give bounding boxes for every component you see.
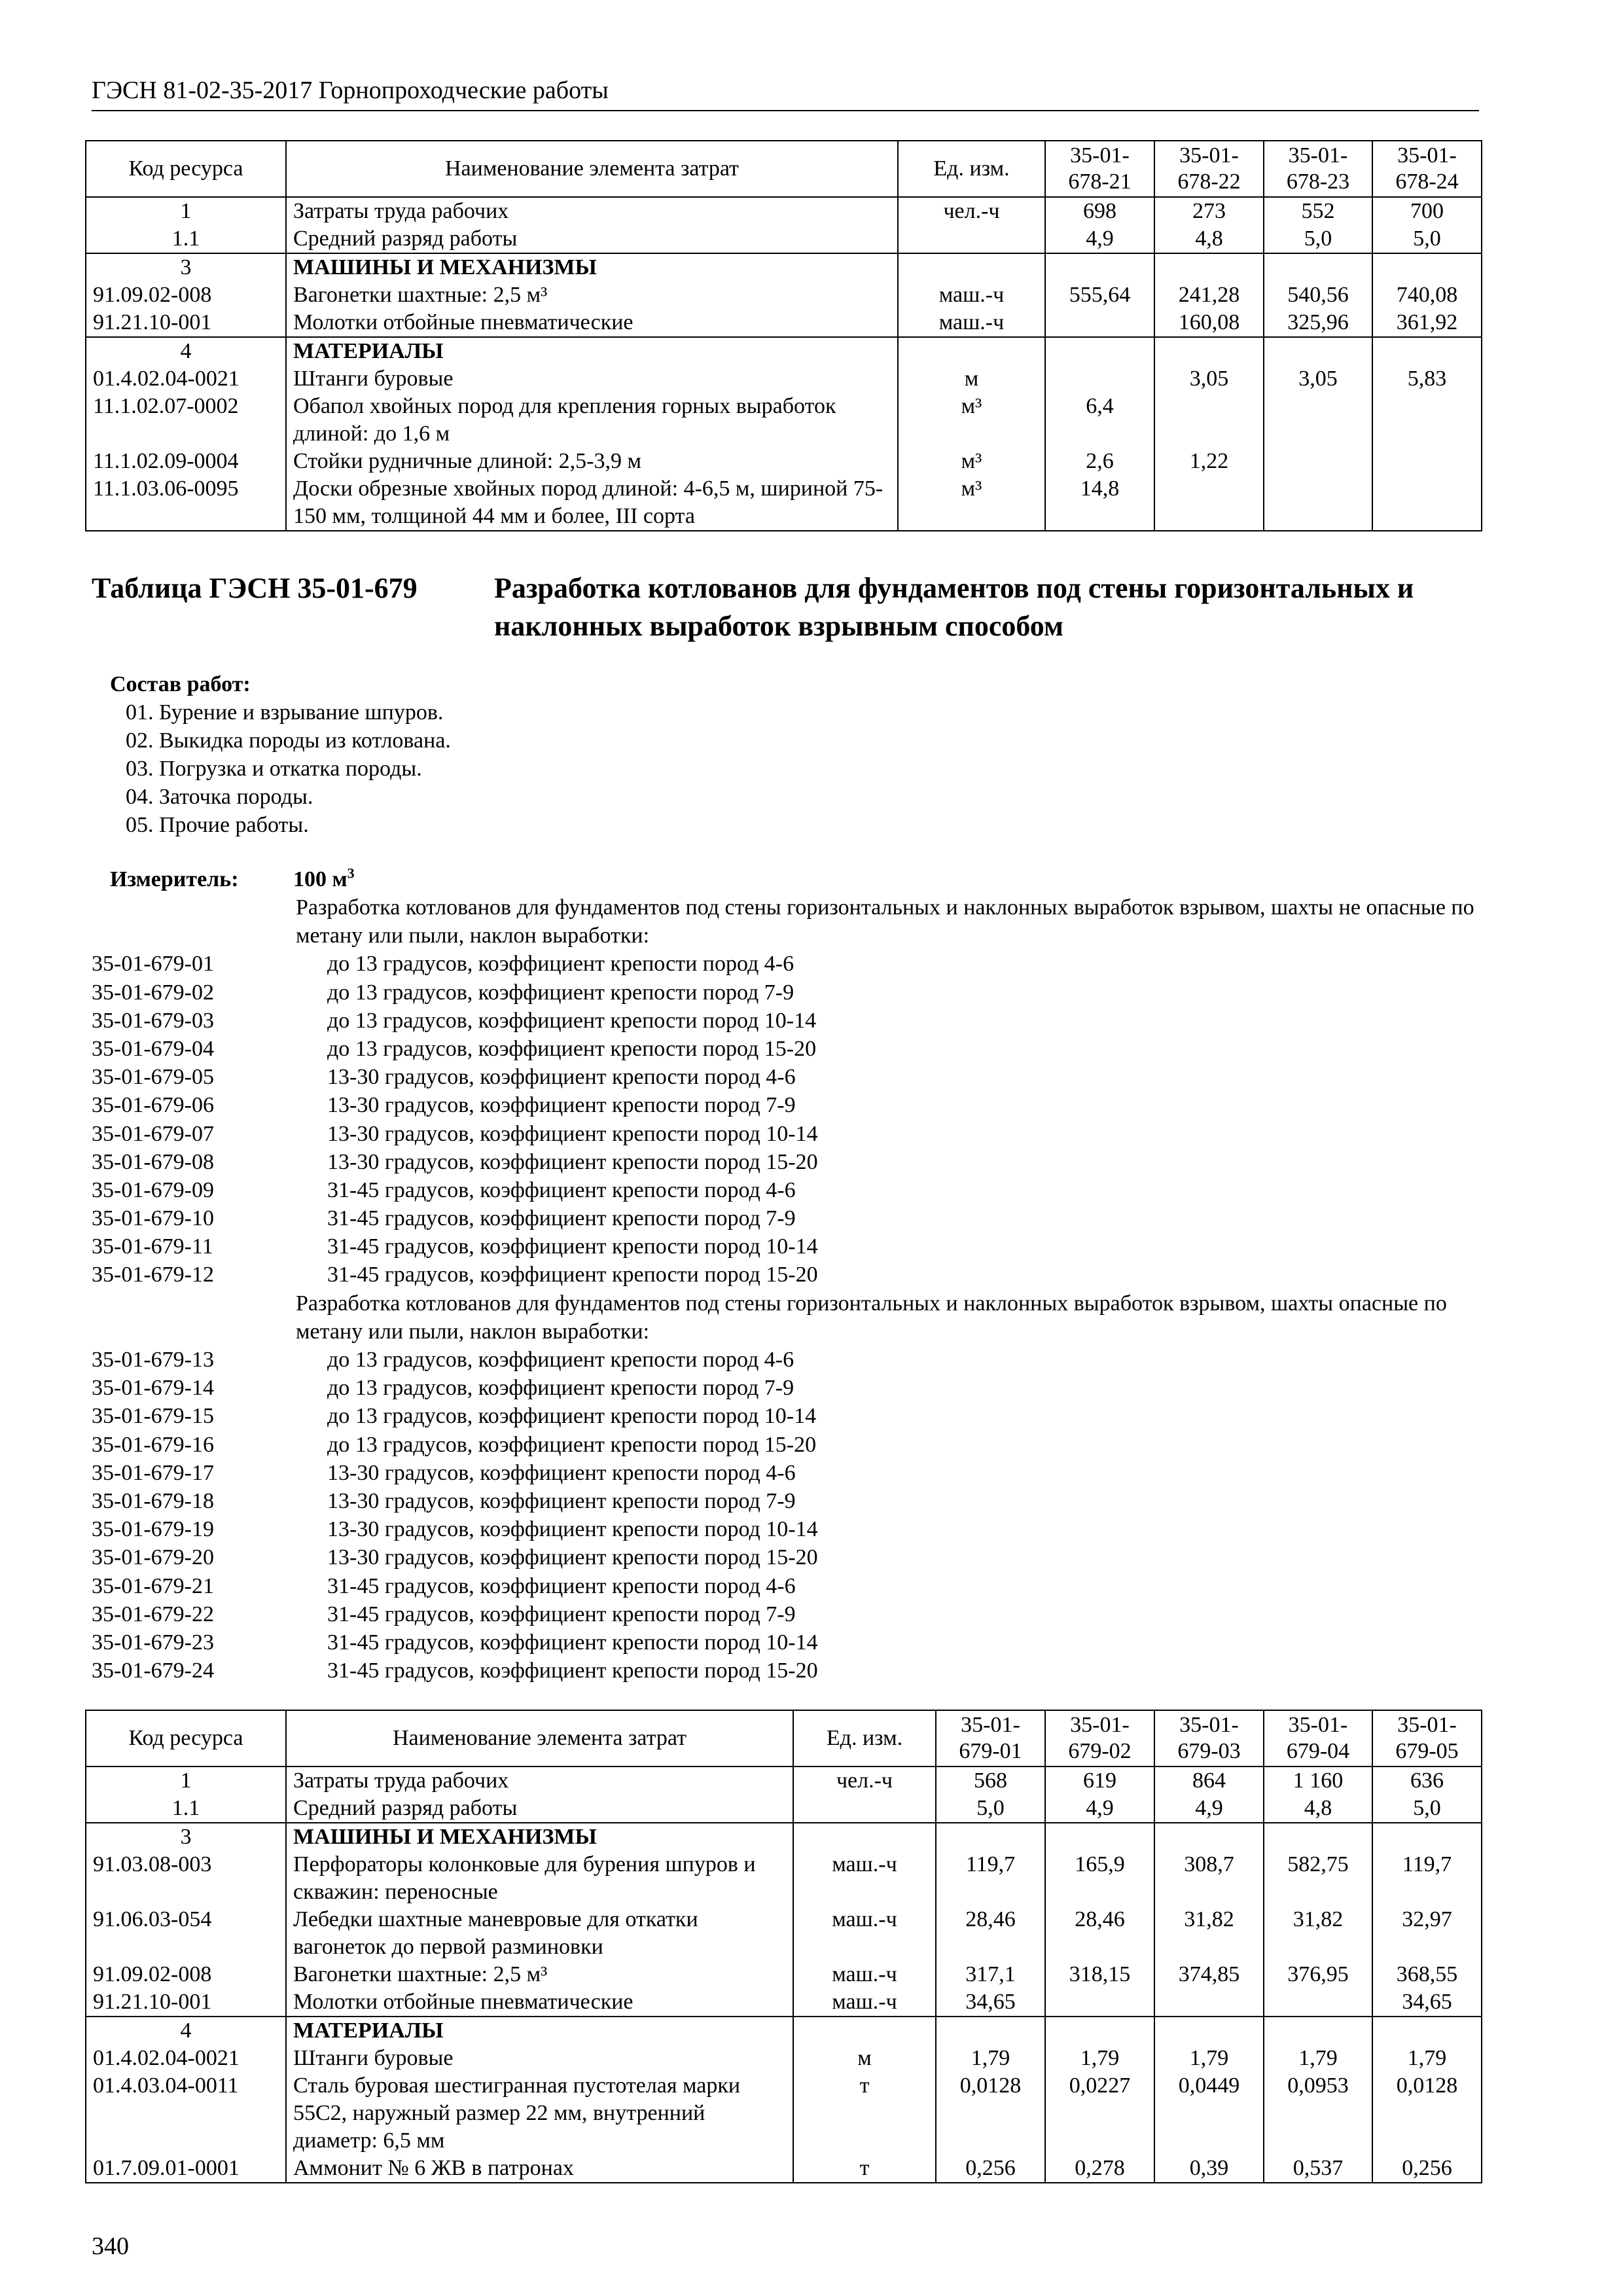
resource-name-cell: Доски обрезные хвойных пород длиной: 4-6,5 м, шириной 75-150 мм, толщиной 44 мм и более, III сорта [286, 475, 898, 531]
resource-code-cell: 91.06.03-054 [86, 1906, 286, 1961]
variant-code: 35-01-679-10 [92, 1206, 214, 1231]
value-cell [1154, 2017, 1264, 2045]
resource-code-cell: 4 [86, 2017, 286, 2045]
table-row [86, 2045, 1482, 2072]
page-number: 340 [92, 2233, 129, 2260]
value-cell [1264, 393, 1372, 448]
col-header-variant: 35-01- 679-02 [1045, 1710, 1154, 1767]
col-header-variant: 35-01- 679-01 [936, 1710, 1045, 1767]
meter-value-sup: 3 [347, 865, 355, 882]
value-cell [1045, 1988, 1154, 2017]
resource-name-cell: МАТЕРИАЛЫ [286, 337, 898, 365]
composition-item: 03. Погрузка и откатка породы. [126, 757, 422, 781]
value-cell: 568 [936, 1767, 1045, 1795]
unit-cell [898, 253, 1045, 281]
value-cell [1045, 309, 1154, 337]
resource-code-cell: 01.7.09.01-0001 [86, 2155, 286, 2183]
value-cell: 4,8 [1154, 225, 1264, 253]
value-cell: 864 [1154, 1767, 1264, 1795]
variant-code: 35-01-679-08 [92, 1149, 214, 1174]
table-row [86, 1823, 1482, 1851]
variant-code: 35-01-679-01 [92, 952, 214, 977]
value-cell [1154, 393, 1264, 448]
value-cell: 325,96 [1264, 309, 1372, 337]
value-cell: 1,79 [936, 2045, 1045, 2072]
value-cell [1045, 2017, 1154, 2045]
resource-code-cell: 1 [86, 197, 286, 225]
table-row [86, 309, 1482, 337]
value-cell [1154, 253, 1264, 281]
col-header-code: Код ресурса [86, 1710, 286, 1767]
unit-cell: м [793, 2045, 936, 2072]
resource-name-cell: Вагонетки шахтные: 2,5 м³ [286, 1961, 793, 1988]
composition-item: 02. Выкидка породы из котлована. [126, 728, 451, 753]
unit-cell: маш.-ч [793, 1851, 936, 1906]
resource-name-cell: Сталь буровая шестигранная пустотелая марки 55С2, наружный размер 22 мм, внутренний диаметр: 6,5 мм [286, 2072, 793, 2155]
unit-cell: т [793, 2072, 936, 2155]
col-header-variant: 35-01- 679-04 [1264, 1710, 1372, 1767]
value-cell: 376,95 [1264, 1961, 1372, 1988]
variant-row [92, 978, 1492, 1007]
resource-name-cell: Лебедки шахтные маневровые для откатки вагонеток до первой разминовки [286, 1906, 793, 1961]
resource-code-cell: 91.21.10-001 [86, 309, 286, 337]
table-row [86, 1988, 1482, 2017]
value-cell: 700 [1372, 197, 1482, 225]
table-row [86, 1851, 1482, 1906]
variant-description: 31-45 градусов, коэффициент крепости пород 4-6 [327, 1177, 796, 1202]
table-row [86, 365, 1482, 393]
unit-cell: маш.-ч [898, 309, 1045, 337]
value-cell [1264, 1823, 1372, 1851]
resource-name-cell: Вагонетки шахтные: 2,5 м³ [286, 281, 898, 309]
resource-name-cell: Затраты труда рабочих [286, 1767, 793, 1795]
value-cell: 1 160 [1264, 1767, 1372, 1795]
resource-name-cell: Молотки отбойные пневматические [286, 1988, 793, 2017]
col-header-variant: 35-01- 678-23 [1264, 141, 1372, 197]
unit-cell: чел.-ч [793, 1767, 936, 1795]
table-title: Разработка котлованов для фундаментов под стены горизонтальных и наклонных выработок взрывным способом [494, 572, 1414, 642]
resource-name-cell: Перфораторы колонковые для бурения шпуров и скважин: переносные [286, 1851, 793, 1906]
variant-description: 31-45 градусов, коэффициент крепости пород 4-6 [327, 1573, 796, 1598]
value-cell: 368,55 [1372, 1961, 1482, 1988]
variant-code: 35-01-679-15 [92, 1404, 214, 1429]
unit-cell [793, 2017, 936, 2045]
variant-description: 31-45 градусов, коэффициент крепости пород 7-9 [327, 1602, 796, 1626]
resource-name-cell: Обапол хвойных пород для крепления горных выработок длиной: до 1,6 м [286, 393, 898, 448]
variant-description: 13-30 градусов, коэффициент крепости пород 4-6 [327, 1065, 796, 1090]
value-cell: 165,9 [1045, 1851, 1154, 1906]
variant-code: 35-01-679-19 [92, 1517, 214, 1542]
composition-header: Состав работ: [110, 672, 251, 696]
unit-cell: маш.-ч [793, 1906, 936, 1961]
value-cell [1372, 253, 1482, 281]
value-cell: 5,83 [1372, 365, 1482, 393]
value-cell [1372, 2017, 1482, 2045]
value-cell: 0,256 [936, 2155, 1045, 2183]
variant-description: 31-45 градусов, коэффициент крепости пород 10-14 [327, 1234, 818, 1259]
value-cell: 317,1 [936, 1961, 1045, 1988]
value-cell: 34,65 [936, 1988, 1045, 2017]
variant-description: до 13 градусов, коэффициент крепости пород 4-6 [327, 952, 794, 977]
value-cell [1372, 1823, 1482, 1851]
value-cell: 31,82 [1154, 1906, 1264, 1961]
value-cell: 28,46 [936, 1906, 1045, 1961]
value-cell: 1,79 [1154, 2045, 1264, 2072]
variant-row [92, 1374, 1492, 1402]
value-cell: 0,0227 [1045, 2072, 1154, 2155]
resource-name-cell: МАШИНЫ И МЕХАНИЗМЫ [286, 1823, 793, 1851]
value-cell: 273 [1154, 197, 1264, 225]
variant-code: 35-01-679-05 [92, 1065, 214, 1090]
meter-label: Измеритель: [110, 867, 239, 891]
value-cell [1045, 337, 1154, 365]
value-cell: 3,05 [1264, 365, 1372, 393]
table-row [86, 1795, 1482, 1823]
value-cell: 0,0953 [1264, 2072, 1372, 2155]
value-cell: 160,08 [1154, 309, 1264, 337]
variant-row [92, 1431, 1492, 1459]
col-header-variant: 35-01- 678-22 [1154, 141, 1264, 197]
variant-row [92, 1402, 1492, 1430]
meter-value [293, 865, 355, 893]
work-composition [110, 670, 451, 839]
value-cell: 4,9 [1154, 1795, 1264, 1823]
value-cell: 0,39 [1154, 2155, 1264, 2183]
resource-code-cell: 91.09.02-008 [86, 1961, 286, 1988]
variant-row [92, 1007, 1492, 1035]
resource-code-cell: 1 [86, 1767, 286, 1795]
value-cell: 5,0 [1264, 225, 1372, 253]
value-cell: 14,8 [1045, 475, 1154, 531]
value-cell: 119,7 [1372, 1851, 1482, 1906]
variants-intro: Разработка котлованов для фундаментов под стены горизонтальных и наклонных выработок взрывом, шахты опасные по метану или пыли, наклон выработки: [296, 1291, 1447, 1344]
variant-description: 13-30 градусов, коэффициент крепости пород 10-14 [327, 1121, 818, 1146]
value-cell: 318,15 [1045, 1961, 1154, 1988]
value-cell: 636 [1372, 1767, 1482, 1795]
resource-code-cell: 11.1.03.06-0095 [86, 475, 286, 531]
value-cell [1045, 1823, 1154, 1851]
col-header-unit: Ед. изм. [793, 1710, 936, 1767]
resource-name-cell: Молотки отбойные пневматические [286, 309, 898, 337]
value-cell: 0,278 [1045, 2155, 1154, 2183]
table-row [86, 2155, 1482, 2183]
table-header-row [86, 1710, 1482, 1767]
variant-code: 35-01-679-09 [92, 1177, 214, 1202]
variant-row [92, 1035, 1492, 1063]
value-cell: 4,8 [1264, 1795, 1372, 1823]
col-header-variant: 35-01- 678-21 [1045, 141, 1154, 197]
variant-row [92, 950, 1492, 978]
value-cell: 0,0128 [936, 2072, 1045, 2155]
value-cell: 5,0 [1372, 1795, 1482, 1823]
col-header-variant: 35-01- 679-03 [1154, 1710, 1264, 1767]
table-row [86, 1906, 1482, 1961]
value-cell [1264, 1988, 1372, 2017]
variant-row [92, 1346, 1492, 1374]
table-row [86, 225, 1482, 253]
value-cell: 4,9 [1045, 225, 1154, 253]
variant-code: 35-01-679-06 [92, 1093, 214, 1118]
variant-code: 35-01-679-14 [92, 1376, 214, 1401]
col-header-code: Код ресурса [86, 141, 286, 197]
value-cell [1264, 337, 1372, 365]
col-header-variant: 35-01- 679-05 [1372, 1710, 1482, 1767]
value-cell: 1,79 [1372, 2045, 1482, 2072]
variant-description: 13-30 градусов, коэффициент крепости пород 4-6 [327, 1460, 796, 1485]
value-cell: 28,46 [1045, 1906, 1154, 1961]
value-cell [1264, 2017, 1372, 2045]
variant-description: 13-30 градусов, коэффициент крепости пород 7-9 [327, 1093, 796, 1118]
resource-name-cell: Средний разряд работы [286, 225, 898, 253]
col-header-name: Наименование элемента затрат [286, 1710, 793, 1767]
variant-row [92, 1063, 1492, 1091]
table-header-row [86, 141, 1482, 197]
running-header: ГЭСН 81-02-35-2017 Горнопроходческие работы [92, 73, 1479, 111]
value-cell: 6,4 [1045, 393, 1154, 448]
value-cell [1372, 475, 1482, 531]
variant-code: 35-01-679-21 [92, 1573, 214, 1598]
value-cell [1372, 448, 1482, 475]
variant-code: 35-01-679-04 [92, 1036, 214, 1061]
unit-cell [898, 337, 1045, 365]
value-cell [1264, 475, 1372, 531]
resource-code-cell: 91.21.10-001 [86, 1988, 286, 2017]
resource-name-cell: Затраты труда рабочих [286, 197, 898, 225]
value-cell [936, 2017, 1045, 2045]
value-cell [1154, 1823, 1264, 1851]
resource-code-cell: 11.1.02.07-0002 [86, 393, 286, 448]
value-cell [936, 1823, 1045, 1851]
unit-cell: м³ [898, 448, 1045, 475]
value-cell: 619 [1045, 1767, 1154, 1795]
value-cell: 0,537 [1264, 2155, 1372, 2183]
variants-group [92, 1346, 1492, 1685]
resource-name-cell: МАШИНЫ И МЕХАНИЗМЫ [286, 253, 898, 281]
resource-name-cell: Штанги буровые [286, 2045, 793, 2072]
value-cell: 5,0 [1372, 225, 1482, 253]
resource-code-cell: 01.4.03.04-0011 [86, 2072, 286, 2155]
variants-list [92, 893, 1492, 1685]
value-cell: 34,65 [1372, 1988, 1482, 2017]
value-cell: 374,85 [1154, 1961, 1264, 1988]
variant-code: 35-01-679-13 [92, 1348, 214, 1372]
variant-row [92, 1120, 1492, 1148]
variant-row [92, 1657, 1492, 1685]
table-row [86, 2072, 1482, 2155]
value-cell: 698 [1045, 197, 1154, 225]
value-cell: 119,7 [936, 1851, 1045, 1906]
table-number: Таблица ГЭСН 35-01-679 [92, 572, 418, 604]
resource-code-cell: 91.09.02-008 [86, 281, 286, 309]
unit-cell [898, 225, 1045, 253]
meter-value-text: 100 м [293, 867, 348, 891]
variant-row [92, 1600, 1492, 1628]
composition-item: 01. Бурение и взрывание шпуров. [126, 700, 444, 725]
composition-item: 04. Заточка породы. [126, 785, 313, 809]
unit-cell: маш.-ч [793, 1961, 936, 1988]
value-cell: 5,0 [936, 1795, 1045, 1823]
variant-code: 35-01-679-22 [92, 1602, 214, 1626]
table-row [86, 393, 1482, 448]
variant-row [92, 1232, 1492, 1261]
variants-group [92, 950, 1492, 1289]
value-cell: 0,0128 [1372, 2072, 1482, 2155]
variant-row [92, 1543, 1492, 1571]
resource-code-cell: 11.1.02.09-0004 [86, 448, 286, 475]
composition-item: 05. Прочие работы. [126, 813, 309, 837]
value-cell [1154, 475, 1264, 531]
unit-cell: м³ [898, 393, 1045, 448]
value-cell: 582,75 [1264, 1851, 1372, 1906]
unit-cell: чел.-ч [898, 197, 1045, 225]
variant-row [92, 1261, 1492, 1289]
value-cell [1264, 448, 1372, 475]
unit-cell: м³ [898, 475, 1045, 531]
variant-row [92, 1515, 1492, 1543]
value-cell [1045, 365, 1154, 393]
value-cell: 0,256 [1372, 2155, 1482, 2183]
value-cell: 1,79 [1264, 2045, 1372, 2072]
table-row [86, 1767, 1482, 1795]
variant-code: 35-01-679-12 [92, 1263, 214, 1287]
variant-description: 31-45 градусов, коэффициент крепости пород 15-20 [327, 1659, 818, 1683]
variant-description: до 13 градусов, коэффициент крепости пород 15-20 [327, 1432, 817, 1457]
resource-code-cell: 3 [86, 253, 286, 281]
table-row [86, 281, 1482, 309]
value-cell [1045, 253, 1154, 281]
value-cell [1372, 337, 1482, 365]
resource-code-cell: 3 [86, 1823, 286, 1851]
variant-code: 35-01-679-02 [92, 980, 214, 1005]
resource-name-cell: Аммонит № 6 ЖВ в патронах [286, 2155, 793, 2183]
variant-description: 31-45 градусов, коэффициент крепости пород 10-14 [327, 1630, 818, 1655]
variant-description: до 13 градусов, коэффициент крепости пород 15-20 [327, 1036, 817, 1061]
resource-code-cell: 91.03.08-003 [86, 1851, 286, 1906]
unit-cell: маш.-ч [793, 1988, 936, 2017]
table-row [86, 475, 1482, 531]
value-cell: 361,92 [1372, 309, 1482, 337]
value-cell [1154, 1988, 1264, 2017]
resource-name-cell: Стойки рудничные длиной: 2,5-3,9 м [286, 448, 898, 475]
unit-cell: м [898, 365, 1045, 393]
variant-row [92, 1459, 1492, 1487]
variant-code: 35-01-679-24 [92, 1659, 214, 1683]
table-row [86, 448, 1482, 475]
resource-code-cell: 01.4.02.04-0021 [86, 2045, 286, 2072]
resource-name-cell: МАТЕРИАЛЫ [286, 2017, 793, 2045]
resource-table-678 [85, 140, 1482, 531]
table-row [86, 197, 1482, 225]
variant-code: 35-01-679-11 [92, 1234, 213, 1259]
unit-cell: маш.-ч [898, 281, 1045, 309]
value-cell: 740,08 [1372, 281, 1482, 309]
unit-cell: т [793, 2155, 936, 2183]
table-row [86, 337, 1482, 365]
resource-code-cell: 1.1 [86, 1795, 286, 1823]
value-cell: 308,7 [1154, 1851, 1264, 1906]
variant-code: 35-01-679-20 [92, 1545, 214, 1570]
variant-row [92, 1204, 1492, 1232]
value-cell: 540,56 [1264, 281, 1372, 309]
resource-code-cell: 01.4.02.04-0021 [86, 365, 286, 393]
resource-name-cell: Штанги буровые [286, 365, 898, 393]
variant-row [92, 1572, 1492, 1600]
variant-description: 13-30 градусов, коэффициент крепости пород 15-20 [327, 1545, 818, 1570]
table-row [86, 2017, 1482, 2045]
variant-description: 13-30 градусов, коэффициент крепости пород 15-20 [327, 1149, 818, 1174]
variants-intro: Разработка котлованов для фундаментов под стены горизонтальных и наклонных выработок взрывом, шахты не опасные по метану или пыли, наклон выработки: [296, 895, 1474, 948]
variant-row [92, 1176, 1492, 1204]
resource-name-cell: Средний разряд работы [286, 1795, 793, 1823]
value-cell: 241,28 [1154, 281, 1264, 309]
variant-row [92, 1628, 1492, 1657]
value-cell: 31,82 [1264, 1906, 1372, 1961]
table-row [86, 1961, 1482, 1988]
variant-row [92, 1148, 1492, 1176]
variant-code: 35-01-679-18 [92, 1489, 214, 1513]
variant-row [92, 1487, 1492, 1515]
variant-code: 35-01-679-07 [92, 1121, 214, 1146]
value-cell: 0,0449 [1154, 2072, 1264, 2155]
variant-description: до 13 градусов, коэффициент крепости пород 10-14 [327, 1404, 817, 1429]
resource-code-cell: 4 [86, 337, 286, 365]
variant-description: 13-30 градусов, коэффициент крепости пород 10-14 [327, 1517, 818, 1542]
variant-description: до 13 градусов, коэффициент крепости пород 4-6 [327, 1348, 794, 1372]
variant-row [92, 1091, 1492, 1119]
value-cell [1264, 253, 1372, 281]
resource-table-679 [85, 1710, 1482, 2183]
value-cell: 32,97 [1372, 1906, 1482, 1961]
variant-description: до 13 градусов, коэффициент крепости пород 10-14 [327, 1008, 817, 1033]
unit-cell [793, 1823, 936, 1851]
table-row [86, 253, 1482, 281]
value-cell: 1,79 [1045, 2045, 1154, 2072]
resource-code-cell: 1.1 [86, 225, 286, 253]
col-header-unit: Ед. изм. [898, 141, 1045, 197]
value-cell: 552 [1264, 197, 1372, 225]
col-header-variant: 35-01- 678-24 [1372, 141, 1482, 197]
variant-code: 35-01-679-16 [92, 1432, 214, 1457]
variant-description: 31-45 градусов, коэффициент крепости пород 7-9 [327, 1206, 796, 1231]
unit-cell [793, 1795, 936, 1823]
value-cell: 2,6 [1045, 448, 1154, 475]
variant-description: до 13 градусов, коэффициент крепости пород 7-9 [327, 980, 794, 1005]
value-cell [1372, 393, 1482, 448]
value-cell: 1,22 [1154, 448, 1264, 475]
value-cell [1154, 337, 1264, 365]
variant-description: до 13 градусов, коэффициент крепости пород 7-9 [327, 1376, 794, 1401]
variant-description: 13-30 градусов, коэффициент крепости пород 7-9 [327, 1489, 796, 1513]
col-header-name: Наименование элемента затрат [286, 141, 898, 197]
variant-code: 35-01-679-23 [92, 1630, 214, 1655]
value-cell: 3,05 [1154, 365, 1264, 393]
value-cell: 555,64 [1045, 281, 1154, 309]
variant-code: 35-01-679-17 [92, 1460, 214, 1485]
value-cell: 4,9 [1045, 1795, 1154, 1823]
variant-description: 31-45 градусов, коэффициент крепости пород 15-20 [327, 1263, 818, 1287]
variant-code: 35-01-679-03 [92, 1008, 214, 1033]
